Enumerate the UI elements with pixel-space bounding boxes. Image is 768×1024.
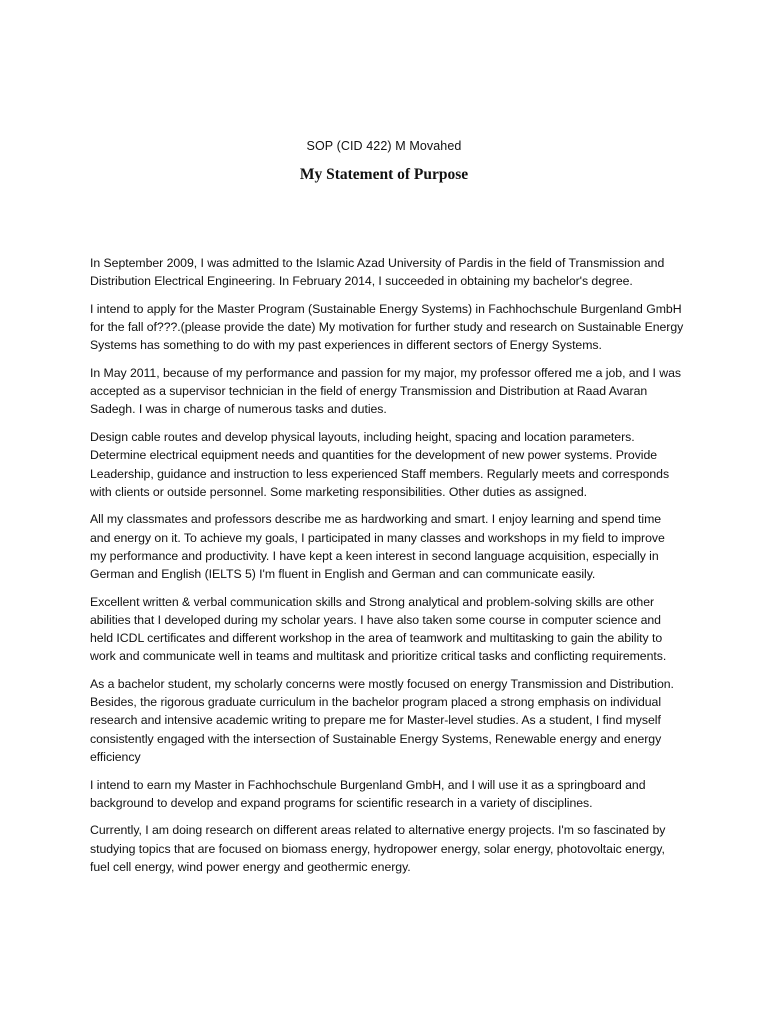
paragraph-3: In May 2011, because of my performance and passion for my major, my professor offered me a job, and I was accepted as a supervisor technician in the field of energy Transmission and Distribution at Raad Avaran Sadegh. I was in charge of numerous tasks and duties.	[90, 366, 681, 417]
document-title: My Statement of Purpose	[299, 166, 469, 183]
paragraph-8: I intend to earn my Master in Fachhochschule Burgenland GmbH, and I will use it as a springboard and background to develop and expand programs for scientific research in a variety of disciplines.	[90, 777, 646, 810]
paragraph-1: In September 2009, I was admitted to the Islamic Azad University of Pardis in the field of Transmission and Distribution Electrical Engineering. In February 2014, I succeeded in obtaining my bachelor's degree.	[90, 256, 665, 289]
document-body	[90, 254, 684, 886]
paragraph-5: All my classmates and professors describe me as hardworking and smart. I enjoy learning and spend time and energy on it. To achieve my goals, I participated in many classes and workshops in my field to improve my performance and productivity. I have kept a keen interest in second language acquisition, especially in German and English (IELTS 5) I'm fluent in English and German and can communicate easily.	[90, 512, 665, 582]
paragraph-4: Design cable routes and develop physical layouts, including height, spacing and location parameters. Determine electrical equipment needs and quantities for the development of new power systems. Provide Leadership, guidance and instruction to less experienced Staff members. Regularly meets and corresponds with clients or outside personnel. Some marketing responsibilities. Other duties as assigned.	[90, 430, 670, 499]
paragraph-2: I intend to apply for the Master Program (Sustainable Energy Systems) in Fachhochschule Burgenland GmbH for the fall of???.(please provide the date) My motivation for further study and research on Sustainable Energy Systems has something to do with my past experiences in different sectors of Energy Systems.	[90, 301, 684, 353]
paragraph-6: Excellent written & verbal communication skills and Strong analytical and problem-solving skills are other abilities that I developed during my scholar years. I have also taken some course in computer science and held ICDL certificates and different workshop in the area of teamwork and multitasking to gain the ability to work and communicate well in teams and multitask and prioritize critical tasks and conflicting requirements.	[90, 594, 667, 664]
document-reference: SOP (CID 422) M Movahed	[306, 139, 462, 153]
paragraph-7: As a bachelor student, my scholarly concerns were mostly focused on energy Transmission and Distribution. Besides, the rigorous graduate curriculum in the bachelor program placed a strong emphasis on individual research and intensive academic writing to prepare me for Master-level studies. As a student, I find myself consistently engaged with the intersection of Sustainable Energy Systems, Renewable energy and energy efficiency	[90, 677, 674, 764]
paragraph-9: Currently, I am doing research on different areas related to alternative energy projects. I'm so fascinated by studying topics that are focused on biomass energy, hydropower energy, solar energy, photovoltaic energy, fuel cell energy, wind power energy and geothermic energy.	[90, 823, 666, 874]
